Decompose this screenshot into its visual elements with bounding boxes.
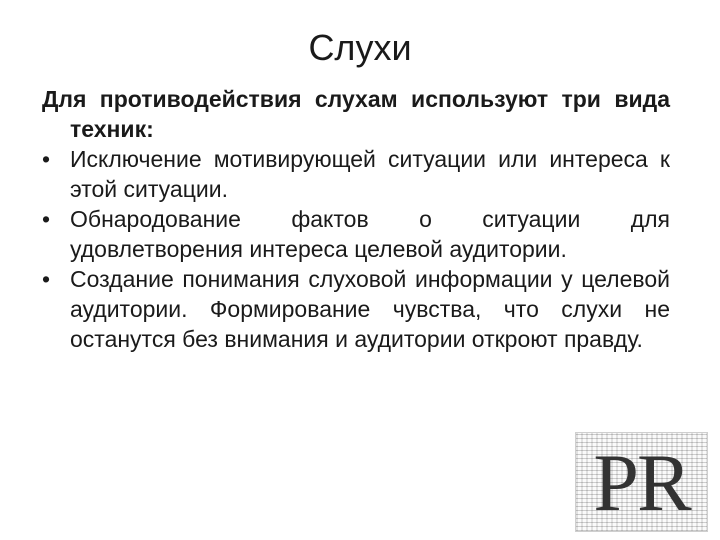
slide-body — [42, 84, 670, 354]
bullet-icon: • — [42, 266, 51, 292]
technique-list — [42, 144, 670, 354]
list-item — [42, 204, 670, 264]
bullet-text: Исключение мотивирующей ситуации или интереса к этой ситуации. — [70, 146, 670, 202]
bullet-text: Создание понимания слуховой информации у целевой аудитории. Формирование чувства, что слухи не останутся без внимания и аудитории откроют правду. — [70, 266, 670, 352]
bullet-icon: • — [42, 206, 51, 232]
bullet-icon: • — [42, 146, 51, 172]
pr-logo-image — [575, 432, 708, 532]
pr-logo-text: PR — [593, 437, 690, 528]
list-item — [42, 264, 670, 354]
list-item — [42, 144, 670, 204]
bullet-text: Обнародование фактов о ситуации для удовлетворения интереса целевой аудитории. — [70, 206, 670, 262]
intro-text: Для противодействия слухам используют три вида техник: — [42, 86, 670, 142]
slide-title: Слухи — [308, 27, 412, 68]
